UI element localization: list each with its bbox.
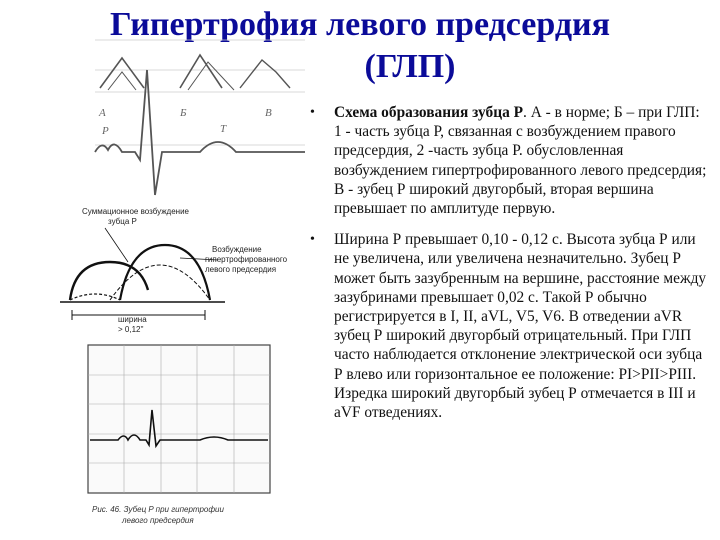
bullet-dot: •	[310, 105, 315, 120]
hypertrophy-label-3: левого предсердия	[205, 265, 277, 274]
bullet-dot: •	[310, 232, 315, 248]
bullet-item	[310, 103, 710, 218]
ecg-strip	[88, 345, 270, 493]
lead-label-a: A	[99, 107, 106, 119]
ecg-figure	[0, 0, 320, 540]
lead-label-v: В	[265, 107, 272, 119]
summation-diagram	[60, 228, 225, 320]
t-label: T	[220, 123, 227, 135]
summation-label-2: зубца P	[108, 217, 137, 226]
p-label: P	[102, 125, 109, 137]
bullet-lead: Схема образования зубца Р	[334, 104, 524, 121]
hypertrophy-label-1: Возбуждение	[212, 245, 262, 254]
figure-caption-2: левого предсердия	[122, 516, 194, 525]
bullet-body	[334, 103, 710, 218]
summation-label-1: Суммационное возбуждение	[82, 207, 189, 216]
title-line-1: Гипертрофия левого предсердия	[109, 6, 611, 43]
lead-label-b: Б	[180, 107, 187, 119]
width-label-2: > 0,12''	[118, 325, 144, 334]
ecg-schematic-top	[95, 40, 305, 195]
p-wave-a	[100, 58, 144, 88]
hypertrophy-label-2: гипертрофированного	[205, 255, 288, 264]
text-column	[310, 103, 710, 434]
bullet-text: Ширина Р превышает 0,10 - 0,12 с. Высота зубца Р или не увеличена, или увеличена незначительно. Зубец Р может быть зазубренным на вершине, расстояние между зазубринами превышает 0,02 с. Такой Р обычно регистрируется в I, II, aVL, V5, V6. В отведении aVR зубец Р широкий двугорбый отрицательный. При ГЛП часто наблюдается отклонение электрической оси зубца Р влево или горизонтальное ее положение: PI>PII>PIII. Изредка широкий двугорбый зубец Р отмечается в III и aVF отведениях.	[334, 231, 707, 422]
title-line-2: (ГЛП)	[364, 48, 456, 85]
bullet-text: . А - в норме; Б – при ГЛП: 1 - часть зубца Р, связанная с возбуждением правого предсердия, 2 -часть зубца Р. обусловленная возбуждением гипертрофированного левого предсердия; В - зубец Р широкий двугорбый, вторая вершина превышает по амплитуде первую.	[334, 104, 707, 218]
bullet-body	[334, 230, 710, 422]
ecg-trace-v	[95, 70, 305, 195]
figure-caption-1: Рис. 46. Зубец P при гипертрофии	[92, 505, 224, 514]
width-label-1: ширина	[118, 315, 147, 324]
bullet-item	[310, 230, 710, 422]
